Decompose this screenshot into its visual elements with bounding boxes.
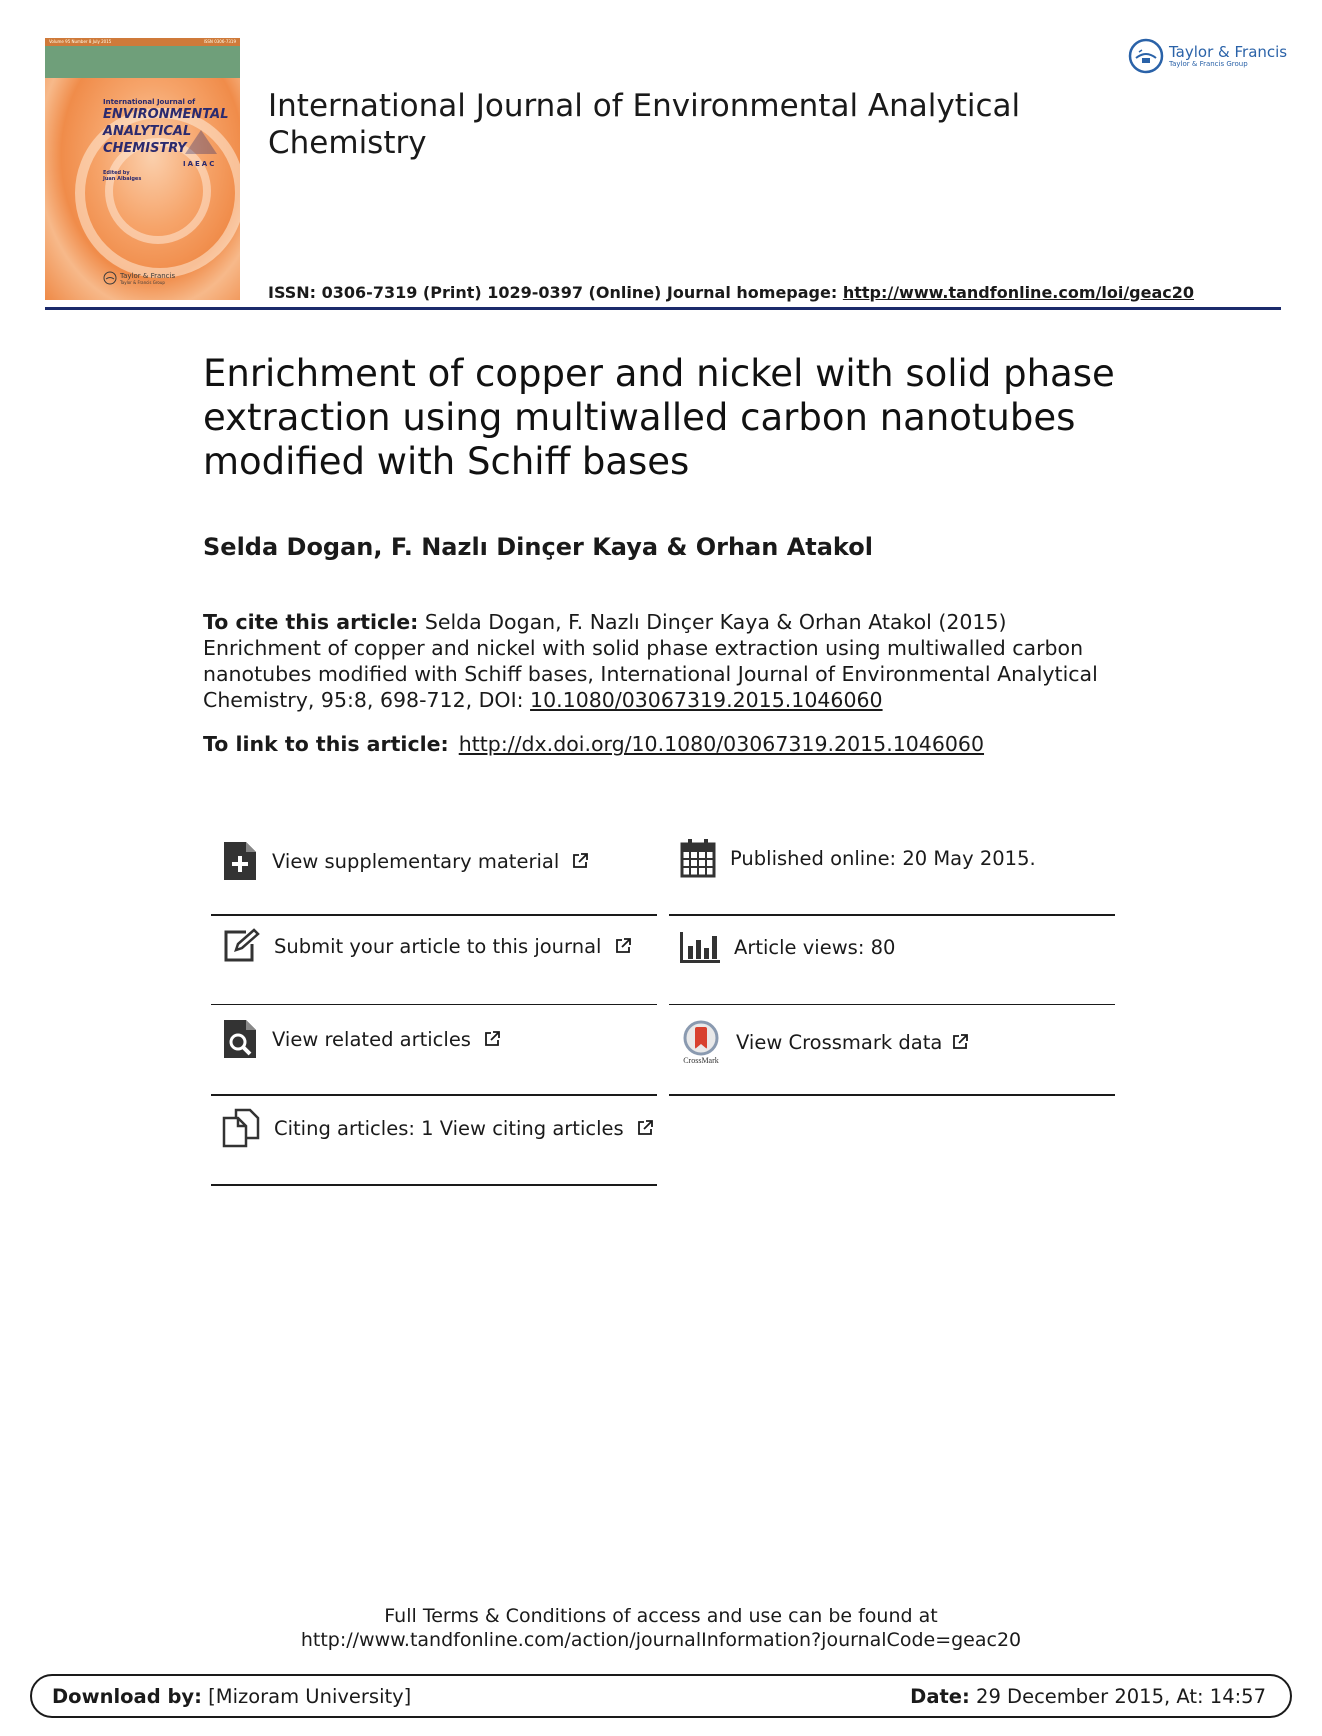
calendar-icon [680,838,716,878]
cover-publisher-sub: Taylor & Francis Group [120,279,165,285]
copy-documents-icon [222,1108,260,1148]
grid-divider [669,1004,1115,1005]
cover-publisher-logo-icon [103,271,117,285]
journal-cover-image [45,38,240,300]
published-online-info [680,838,1036,878]
supplementary-label: View supplementary material [272,849,560,873]
grid-divider [211,1004,657,1005]
view-citing-articles-link[interactable] [222,1108,654,1148]
crossmark-badge [680,1020,722,1065]
citation-label: To cite this article: [203,610,419,634]
download-info-bar [30,1674,1292,1718]
edit-icon [222,928,260,964]
publisher-logo[interactable] [1128,38,1287,74]
cover-small-title: International Journal of [103,98,196,106]
article-doi-url-link[interactable]: http://dx.doi.org/10.1080/03067319.2015.1046060 [458,732,985,756]
external-link-icon [571,852,589,870]
bar-chart-icon [680,930,720,964]
article-title: Enrichment of copper and nickel with solid phase extraction using multiwalled carbon nanotubes modified with Schiff bases [203,352,1115,483]
citation-block [203,609,1118,713]
article-link-line [203,732,984,756]
publisher-logo-name: Taylor & Francis [1169,43,1288,61]
download-by [52,1685,411,1708]
download-date-value: 29 December 2015, At: 14:57 [969,1684,1266,1708]
external-link-icon [951,1033,969,1051]
crossmark-caption: CrossMark [683,1056,719,1065]
article-views-info [680,930,895,964]
download-date [910,1685,1266,1708]
grid-divider [211,914,657,916]
taylor-francis-logo-icon [1128,38,1164,74]
download-by-value: [Mizoram University] [201,1684,412,1708]
submit-article-label: Submit your article to this journal [274,934,602,958]
cover-publisher [103,271,175,285]
search-document-icon [222,1018,258,1060]
download-by-label: Download by: [52,1684,202,1708]
grid-divider [211,1094,657,1096]
download-date-label: Date: [910,1684,970,1708]
cover-org: IAEAC [183,160,217,168]
journal-homepage-link[interactable]: http://www.tandfonline.com/loi/geac20 [842,283,1195,302]
cover-title-line-3: CHEMISTRY [103,141,187,156]
cover-editor-name: Juan Albaiges [103,176,142,182]
doi-link[interactable]: 10.1080/03067319.2015.1046060 [530,688,883,712]
cover-editor [103,170,141,182]
citation-text: Selda Dogan, F. Nazlı Dinçer Kaya & Orhan Atakol (2015) Enrichment of copper and nickel with solid phase extraction using multiwalled carbon nanotubes modified with Schiff bases, International Journal of Environmental Analytical Chemistry, 95:8, 698-712, DOI: [203,610,1098,712]
terms-conditions [0,1604,1322,1652]
view-crossmark-link[interactable] [680,1020,969,1065]
article-authors: Selda Dogan, F. Nazlı Dinçer Kaya & Orhan Atakol [203,533,873,561]
cover-title-line-2: ANALYTICAL [103,124,192,139]
citing-articles-label: Citing articles: 1 View citing articles [274,1116,624,1140]
terms-line-1: Full Terms & Conditions of access and use can be found at [384,1605,938,1627]
view-related-articles-link[interactable] [222,1018,501,1060]
crossmark-label: View Crossmark data [736,1031,943,1054]
issn-line [268,283,1194,302]
cover-title-line-1: ENVIRONMENTAL [103,107,229,122]
terms-url-link[interactable]: http://www.tandfonline.com/action/journalInformation?journalCode=geac20 [300,1629,1022,1651]
external-link-icon [636,1119,654,1137]
cover-strip [45,38,240,46]
cover-publisher-name: Taylor & Francis [120,271,176,280]
article-views-label: Article views: 80 [734,935,896,959]
cover-issn-line: ISSN 0306-7319 [203,39,236,44]
external-link-icon [614,937,632,955]
view-supplementary-link[interactable] [222,840,589,882]
header-divider [45,307,1281,310]
article-link-label: To link to this article: [203,732,449,756]
submit-article-link[interactable] [222,928,632,964]
crossmark-icon [683,1020,719,1056]
grid-divider [669,914,1115,916]
supplementary-file-icon [222,840,258,882]
issn-text: ISSN: 0306-7319 (Print) 1029-0397 (Online) Journal homepage: [268,283,843,302]
external-link-icon [483,1030,501,1048]
publisher-logo-group: Taylor & Francis Group [1169,60,1248,68]
related-articles-label: View related articles [272,1027,471,1051]
grid-divider [211,1184,657,1186]
published-online-label: Published online: 20 May 2015. [730,846,1036,870]
cover-title-block [103,98,233,157]
cover-editor-label: Edited by [103,170,130,176]
journal-title: International Journal of Environmental Analytical Chemistry [268,88,1021,161]
cover-volume-line: Volume 95 Number 8 July 2015 [49,39,112,44]
grid-divider [669,1094,1115,1096]
